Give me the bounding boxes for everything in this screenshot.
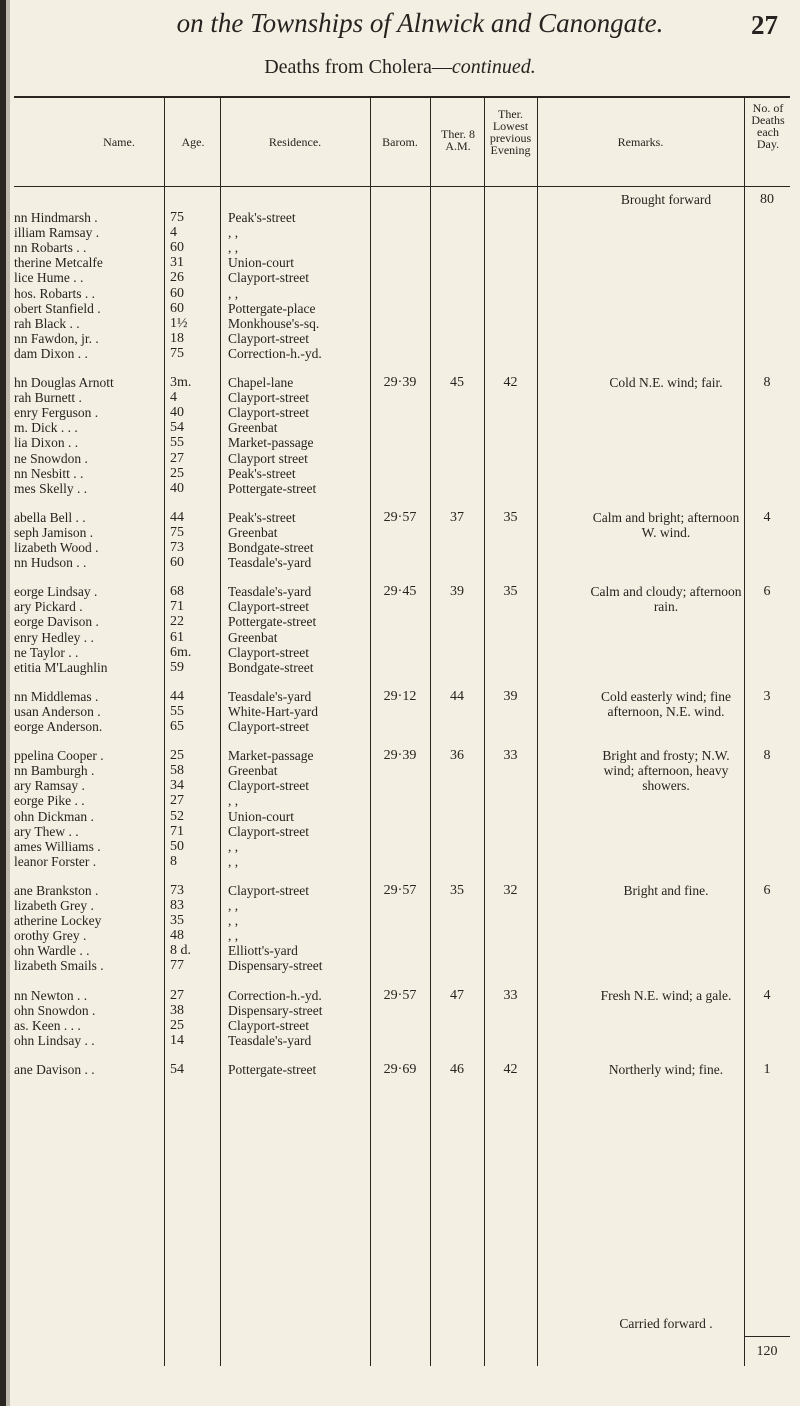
name-cell: enry Hedley . .	[14, 629, 94, 645]
table-row	[14, 660, 790, 675]
residence-cell: Peak's-street	[228, 210, 296, 225]
top-rule	[14, 96, 790, 98]
name-cell: obert Stanfield .	[14, 300, 101, 316]
table-row	[14, 793, 790, 808]
residence-cell: Clayport-street	[228, 823, 309, 839]
ther-low-cell: 42	[503, 375, 518, 390]
remarks-cell: Bright and fine.	[623, 882, 709, 898]
residence-cell: Correction-h.-yd.	[228, 987, 322, 1003]
table-row	[14, 540, 790, 555]
table-row	[14, 240, 790, 255]
residence-cell: Elliott's-yard	[228, 943, 298, 959]
name-cell: ne Snowdon .	[14, 450, 88, 466]
residence-cell: Union-court	[228, 808, 294, 824]
name-cell: lizabeth Grey .	[14, 898, 94, 913]
deaths-cell: 3	[763, 688, 771, 704]
table-row	[14, 255, 790, 270]
age-cell: 44	[170, 509, 184, 525]
ther-am-cell: 37	[450, 509, 464, 525]
name-cell: eorge Davison .	[14, 614, 99, 630]
page-number: 27	[751, 10, 778, 40]
ther-am-cell: 47	[450, 987, 464, 1003]
barom-cell: 29·57	[383, 987, 417, 1003]
residence-cell: Clayport-street	[228, 719, 309, 734]
name-cell: therine Metcalfe	[14, 255, 103, 271]
residence-cell: White-Hart-yard	[228, 703, 318, 719]
remarks-cell: Cold N.E. wind; fair.	[609, 375, 723, 390]
name-cell: nn Middlemas .	[14, 688, 99, 704]
residence-cell: , ,	[228, 838, 239, 854]
header-name: Name.	[103, 135, 135, 149]
age-cell: 34	[170, 778, 184, 794]
header-rule	[14, 186, 790, 187]
age-cell: 14	[170, 1032, 184, 1048]
header-remarks: Remarks.	[617, 135, 664, 149]
header-deaths: No. of Deaths each Day.	[751, 101, 785, 151]
name-cell: atherine Lockey	[14, 913, 102, 929]
name-cell: mes Skelly . .	[14, 480, 88, 496]
residence-cell: Dispensary-street	[228, 958, 323, 974]
ther-am-cell: 44	[450, 688, 464, 704]
name-cell: ames Williams .	[14, 838, 101, 854]
deaths-cell: 1	[763, 1061, 771, 1077]
table-title	[0, 56, 800, 79]
age-cell: 75	[170, 524, 184, 540]
age-cell: 8 d.	[170, 943, 191, 959]
name-cell: ane Davison . .	[14, 1061, 95, 1077]
age-cell: 60	[170, 285, 184, 301]
name-cell: ohn Wardle . .	[14, 943, 90, 959]
name-cell: rah Burnett .	[14, 390, 82, 406]
age-cell: 71	[170, 599, 184, 615]
residence-cell: Monkhouse's-sq.	[228, 315, 320, 331]
age-cell: 73	[170, 540, 184, 555]
table-row	[14, 1003, 790, 1018]
deaths-cell: 6	[763, 882, 771, 898]
age-cell: 27	[170, 793, 184, 809]
age-cell: 40	[170, 480, 184, 496]
residence-cell: Market-passage	[228, 435, 314, 451]
residence-cell: , ,	[228, 225, 239, 241]
table-row	[14, 854, 790, 869]
running-title: on the Townships of Alnwick and Canongate.	[176, 8, 664, 38]
remarks-cell: Fresh N.E. wind; a gale.	[600, 987, 732, 1003]
residence-cell: Clayport-street	[228, 330, 309, 346]
age-cell: 18	[170, 330, 184, 346]
deaths-cell: 4	[763, 987, 771, 1003]
page-binding-shadow	[6, 0, 10, 1406]
deaths-cell: 4	[763, 509, 771, 525]
table-row	[14, 928, 790, 943]
name-cell: lice Hume . .	[14, 270, 84, 286]
age-cell: 65	[170, 719, 184, 734]
table-row	[14, 405, 790, 420]
ther-low-cell: 39	[503, 688, 518, 704]
name-cell: dam Dixon . .	[14, 345, 88, 361]
residence-cell: Teasdale's-yard	[228, 1032, 312, 1048]
deaths-cell: 6	[763, 584, 771, 600]
table-row	[14, 1018, 790, 1033]
name-cell: nn Robarts . .	[14, 240, 87, 256]
age-cell: 60	[170, 555, 184, 571]
age-cell: 27	[170, 450, 184, 466]
age-cell: 55	[170, 703, 184, 719]
residence-cell: , ,	[228, 913, 239, 929]
barom-cell: 29·12	[383, 688, 417, 704]
carried-forward-value: 120	[756, 1344, 778, 1359]
residence-cell: Pottergate-place	[228, 300, 316, 316]
name-cell: nn Bamburgh .	[14, 763, 95, 779]
ther-low-cell: 33	[503, 987, 518, 1003]
residence-cell: Dispensary-street	[228, 1002, 323, 1018]
table-row	[14, 435, 790, 450]
residence-cell: Clayport-street	[228, 1017, 309, 1033]
name-cell: nn Fawdon, jr. .	[14, 330, 99, 346]
residence-cell: , ,	[228, 793, 239, 809]
residence-cell: Market-passage	[228, 748, 314, 764]
age-cell: 4	[170, 225, 177, 241]
ther-am-cell: 36	[450, 748, 464, 764]
barom-cell: 29·39	[383, 375, 417, 390]
age-cell: 58	[170, 763, 184, 779]
name-cell: lia Dixon . .	[14, 435, 79, 451]
residence-cell: Clayport-street	[228, 390, 309, 406]
brought-forward-value: 80	[760, 192, 774, 207]
residence-cell: , ,	[228, 898, 239, 913]
residence-cell: Teasdale's-yard	[228, 688, 312, 704]
age-cell: 22	[170, 614, 184, 630]
age-cell: 3m.	[170, 375, 192, 390]
age-cell: 50	[170, 838, 184, 854]
age-cell: 59	[170, 659, 184, 675]
table-row	[14, 301, 790, 316]
name-cell: ohn Snowdon .	[14, 1002, 96, 1018]
residence-cell: Bondgate-street	[228, 540, 314, 555]
name-cell: leanor Forster .	[14, 853, 97, 869]
age-cell: 73	[170, 882, 184, 898]
name-cell: m. Dick . . .	[14, 420, 78, 436]
residence-cell: , ,	[228, 853, 239, 869]
table-row	[14, 420, 790, 435]
table-row	[14, 481, 790, 496]
name-cell: nn Hudson . .	[14, 555, 87, 571]
table-row	[14, 809, 790, 824]
age-cell: 8	[170, 853, 177, 869]
age-cell: 48	[170, 928, 184, 944]
age-cell: 6m.	[170, 644, 192, 660]
name-cell: enry Ferguson .	[14, 405, 99, 421]
table-title-italic: continued.	[451, 56, 536, 78]
table-row	[14, 719, 790, 734]
ther-low-cell: 33	[503, 748, 518, 764]
age-cell: 38	[170, 1002, 184, 1018]
header-ther-am: Ther. 8 A.M.	[441, 127, 475, 153]
residence-cell: Greenbat	[228, 629, 278, 645]
ther-low-cell: 32	[503, 882, 518, 898]
name-cell: nn Nesbitt . .	[14, 465, 84, 481]
remarks-cell: Bright and frosty; N.W. wind; afternoon, heavy showers.	[602, 748, 730, 794]
name-cell: hos. Robarts . .	[14, 285, 95, 301]
table-row	[14, 466, 790, 481]
table-row	[14, 913, 790, 928]
residence-cell: Correction-h.-yd.	[228, 345, 322, 361]
age-cell: 75	[170, 210, 184, 225]
residence-cell: Teasdale's-yard	[228, 584, 312, 600]
deaths-cell: 8	[763, 748, 771, 764]
age-cell: 68	[170, 584, 184, 600]
age-cell: 77	[170, 958, 184, 974]
remarks-cell: Calm and cloudy; afternoon rain.	[590, 584, 742, 615]
name-cell: ary Ramsay .	[14, 778, 85, 794]
table-row	[14, 839, 790, 854]
table-row	[14, 958, 790, 973]
table-row	[14, 451, 790, 466]
ther-low-cell: 42	[503, 1061, 518, 1077]
name-cell: rah Black . .	[14, 315, 80, 331]
barom-cell: 29·69	[383, 1061, 417, 1077]
table-row	[14, 898, 790, 913]
table-row	[14, 316, 790, 331]
age-cell: 60	[170, 240, 184, 256]
table-title-plain: Deaths from Cholera—	[264, 56, 452, 78]
table-row	[14, 390, 790, 405]
ther-low-cell: 35	[503, 509, 518, 525]
header-barom: Barom.	[382, 135, 418, 149]
name-cell: orothy Grey .	[14, 928, 87, 944]
residence-cell: Peak's-street	[228, 465, 296, 481]
carried-forward-label: Carried forward .	[619, 1316, 713, 1331]
age-cell: 75	[170, 345, 184, 361]
name-cell: ne Taylor . .	[14, 644, 79, 660]
table-row	[14, 346, 790, 361]
age-cell: 31	[170, 255, 184, 271]
name-cell: ane Brankston .	[14, 882, 99, 898]
age-cell: 25	[170, 465, 184, 481]
residence-cell: Greenbat	[228, 524, 278, 540]
header-age: Age.	[181, 135, 205, 149]
age-cell: 1½	[170, 315, 188, 331]
residence-cell: Pottergate-street	[228, 614, 317, 630]
residence-cell: Clayport-street	[228, 644, 309, 660]
table-row	[14, 824, 790, 839]
age-cell: 52	[170, 808, 184, 824]
name-cell: etitia M'Laughlin	[14, 659, 108, 675]
total-rule	[744, 1336, 790, 1337]
table-row	[14, 555, 790, 570]
age-cell: 54	[170, 1061, 184, 1077]
age-cell: 25	[170, 748, 184, 764]
age-cell: 83	[170, 898, 184, 913]
residence-cell: Pottergate-street	[228, 1061, 317, 1077]
residence-cell: Union-court	[228, 255, 294, 271]
table-row	[14, 645, 790, 660]
name-cell: abella Bell . .	[14, 509, 86, 525]
residence-cell: Bondgate-street	[228, 659, 314, 675]
age-cell: 26	[170, 270, 184, 286]
header-ther-lowest: Ther. Lowest previous Evening	[489, 107, 532, 157]
name-cell: as. Keen . . .	[14, 1017, 81, 1033]
residence-cell: Clayport-street	[228, 270, 309, 286]
header-residence: Residence.	[268, 135, 322, 149]
name-cell: ppelina Cooper .	[14, 748, 104, 764]
residence-cell: Pottergate-street	[228, 480, 317, 496]
name-cell: illiam Ramsay .	[14, 225, 100, 241]
table-row	[14, 210, 790, 225]
name-cell: ohn Lindsay . .	[14, 1032, 95, 1048]
name-cell: nn Newton . .	[14, 987, 88, 1003]
residence-cell: Greenbat	[228, 763, 278, 779]
barom-cell: 29·39	[383, 748, 417, 764]
age-cell: 27	[170, 987, 184, 1003]
table-row	[14, 943, 790, 958]
residence-cell: Clayport street	[228, 450, 308, 466]
table-row	[14, 630, 790, 645]
table-row	[14, 331, 790, 346]
name-cell: nn Hindmarsh .	[14, 210, 98, 225]
deaths-cell: 8	[763, 375, 771, 390]
age-cell: 71	[170, 823, 184, 839]
name-cell: ohn Dickman .	[14, 808, 94, 824]
age-cell: 35	[170, 913, 184, 929]
barom-cell: 29·45	[383, 584, 417, 600]
residence-cell: Teasdale's-yard	[228, 555, 312, 571]
residence-cell: , ,	[228, 240, 239, 256]
ther-am-cell: 35	[450, 882, 464, 898]
residence-cell: , ,	[228, 928, 239, 944]
ther-am-cell: 46	[450, 1061, 464, 1077]
name-cell: lizabeth Wood .	[14, 540, 99, 555]
residence-cell: Clayport-street	[228, 405, 309, 421]
residence-cell: , ,	[228, 285, 239, 301]
name-cell: eorge Pike . .	[14, 793, 85, 809]
ther-low-cell: 35	[503, 584, 518, 600]
age-cell: 55	[170, 435, 184, 451]
name-cell: lizabeth Smails .	[14, 958, 104, 974]
name-cell: eorge Anderson.	[14, 719, 103, 734]
age-cell: 25	[170, 1017, 184, 1033]
age-cell: 60	[170, 300, 184, 316]
table-row	[14, 270, 790, 285]
name-cell: ary Pickard .	[14, 599, 83, 615]
name-cell: hn Douglas Arnott	[14, 375, 114, 390]
age-cell: 40	[170, 405, 184, 421]
table-row	[14, 286, 790, 301]
table-row	[14, 225, 790, 240]
table-row	[14, 614, 790, 629]
residence-cell: Clayport-street	[228, 599, 309, 615]
barom-cell: 29·57	[383, 509, 417, 525]
name-cell: ary Thew . .	[14, 823, 79, 839]
name-cell: usan Anderson .	[14, 703, 101, 719]
ther-am-cell: 45	[450, 375, 464, 390]
barom-cell: 29·57	[383, 882, 417, 898]
table-row	[14, 1033, 790, 1048]
deaths-table	[14, 96, 790, 1366]
age-cell: 44	[170, 688, 184, 704]
residence-cell: Clayport-street	[228, 882, 309, 898]
name-cell: eorge Lindsay .	[14, 584, 98, 600]
remarks-cell: Northerly wind; fine.	[608, 1061, 724, 1077]
age-cell: 61	[170, 629, 184, 645]
ther-am-cell: 39	[450, 584, 464, 600]
name-cell: seph Jamison .	[14, 524, 94, 540]
age-cell: 54	[170, 420, 184, 436]
residence-cell: Greenbat	[228, 420, 278, 436]
residence-cell: Peak's-street	[228, 509, 296, 525]
brought-forward-label: Brought forward	[620, 192, 712, 207]
residence-cell: Clayport-street	[228, 778, 309, 794]
remarks-cell: Calm and bright; afternoon W. wind.	[592, 509, 740, 540]
remarks-cell: Cold easterly wind; fine afternoon, N.E. wind.	[600, 688, 732, 719]
residence-cell: Chapel-lane	[228, 375, 294, 390]
age-cell: 4	[170, 390, 177, 406]
